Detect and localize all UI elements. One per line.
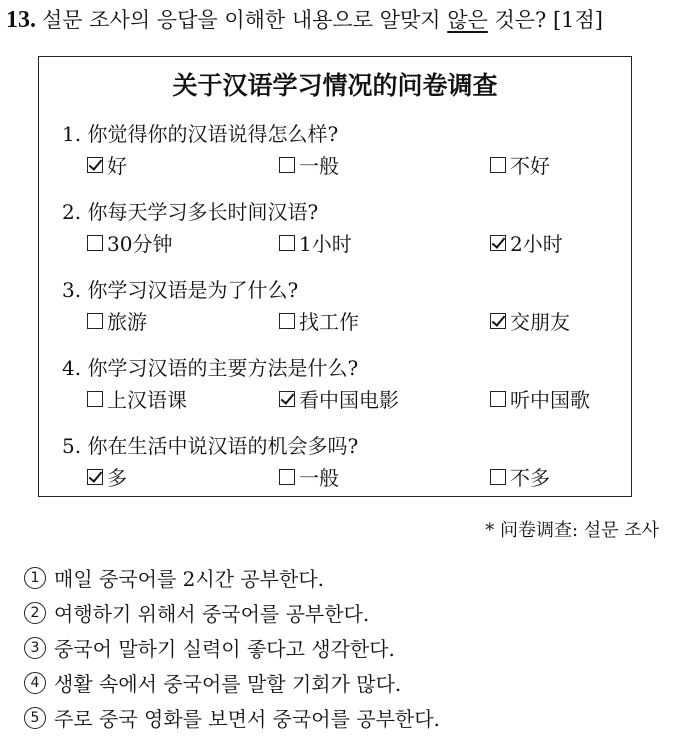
checkbox[interactable] [490, 469, 506, 485]
survey-title: 关于汉语学习情况的问卷调查 [172, 71, 498, 100]
survey-option[interactable] [279, 150, 339, 179]
option-label: 2小时 [510, 232, 563, 256]
checkbox[interactable] [87, 235, 103, 251]
choice-number: 4 [24, 672, 46, 694]
survey-question-2: 2. 你每天学习多长时间汉语? [62, 200, 319, 224]
survey-option[interactable] [490, 384, 590, 413]
option-label: 找工作 [299, 310, 359, 334]
checkbox[interactable] [490, 235, 506, 251]
option-label: 听中国歌 [510, 388, 590, 412]
survey-option[interactable] [490, 150, 550, 179]
option-label: 一般 [299, 466, 339, 490]
option-label: 看中国电影 [299, 388, 399, 412]
survey-option[interactable] [279, 384, 399, 413]
option-label: 30分钟 [107, 232, 173, 256]
option-label: 好 [107, 154, 127, 178]
survey-option[interactable] [87, 462, 127, 491]
choice-text: 중국어 말하기 실력이 좋다고 생각한다. [54, 637, 395, 661]
option-label: 多 [107, 466, 127, 490]
option-label: 旅游 [107, 310, 147, 334]
survey-option[interactable] [87, 228, 172, 257]
question-header [6, 4, 603, 34]
option-label: 交朋友 [510, 310, 570, 334]
checkbox[interactable] [490, 157, 506, 173]
answer-choice[interactable] [24, 668, 401, 697]
checkbox[interactable] [87, 157, 103, 173]
option-label: 上汉语课 [107, 388, 187, 412]
question-suffix: 것은? [1점] [487, 8, 603, 32]
checkbox[interactable] [279, 235, 295, 251]
survey-question-3: 3. 你学习汉语是为了什么? [62, 278, 299, 302]
choice-number: 5 [24, 707, 46, 729]
choice-text: 여행하기 위해서 중국어를 공부한다. [54, 602, 370, 626]
answer-choice[interactable] [24, 703, 440, 732]
survey-option[interactable] [87, 306, 147, 335]
checkbox[interactable] [87, 469, 103, 485]
answer-choice[interactable] [24, 633, 395, 662]
survey-option[interactable] [279, 462, 339, 491]
checkbox[interactable] [87, 313, 103, 329]
question-prefix: 설문 조사의 응답을 이해한 내용으로 알맞지 [42, 8, 448, 32]
checkbox[interactable] [279, 391, 295, 407]
choice-text: 주로 중국 영화를 보면서 중국어를 공부한다. [54, 707, 440, 731]
survey-option[interactable] [490, 306, 570, 335]
survey-option[interactable] [490, 228, 563, 257]
survey-option[interactable] [279, 228, 352, 257]
choice-number: 3 [24, 637, 46, 659]
choice-number: 1 [24, 567, 46, 589]
choice-text: 생활 속에서 중국어를 말할 기회가 많다. [54, 672, 402, 696]
survey-option[interactable] [87, 150, 127, 179]
survey-option[interactable] [490, 462, 550, 491]
choice-number: 2 [24, 602, 46, 624]
survey-question-5: 5. 你在生活中说汉语的机会多吗? [62, 434, 359, 458]
option-label: 不好 [510, 154, 550, 178]
survey-question-1: 1. 你觉得你的汉语说得怎么样? [62, 122, 339, 146]
answer-choice[interactable] [24, 563, 324, 592]
checkbox[interactable] [279, 313, 295, 329]
survey-box [38, 56, 632, 497]
survey-question-4: 4. 你学习汉语的主要方法是什么? [62, 356, 359, 380]
checkbox[interactable] [87, 391, 103, 407]
answer-choice[interactable] [24, 598, 369, 627]
checkbox[interactable] [490, 313, 506, 329]
survey-option[interactable] [279, 306, 359, 335]
survey-option[interactable] [87, 384, 187, 413]
checkbox[interactable] [279, 157, 295, 173]
option-label: 一般 [299, 154, 339, 178]
checkbox[interactable] [279, 469, 295, 485]
checkbox[interactable] [490, 391, 506, 407]
question-number: 13. [6, 7, 36, 33]
vocab-note: * 问卷调查: 설문 조사 [485, 520, 659, 541]
option-label: 1小时 [299, 232, 352, 256]
question-underlined-word: 않은 [447, 8, 488, 32]
choice-text: 매일 중국어를 2시간 공부한다. [54, 567, 324, 591]
option-label: 不多 [510, 466, 550, 490]
